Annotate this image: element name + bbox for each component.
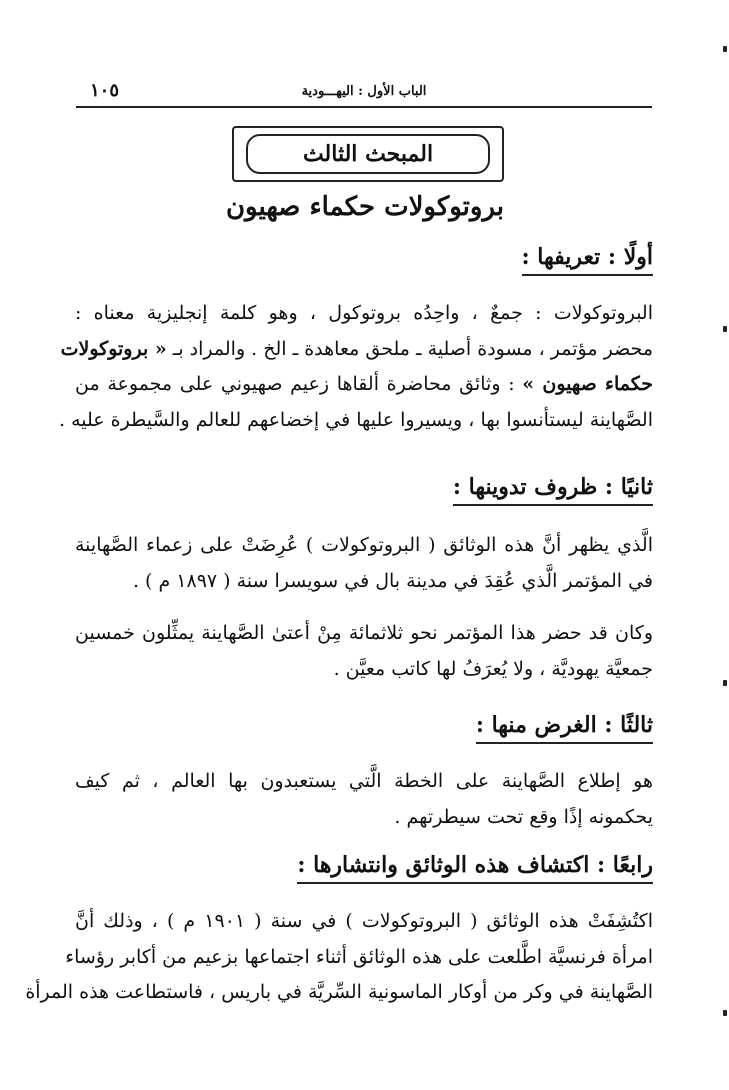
section-label: المبحث الثالث [246,134,490,174]
section-label-box [232,126,504,182]
emphasis-text: « بروتوكولات [60,337,167,360]
paragraph-line: محضر مؤتمر ، مسودة أصلية ـ ملحق معاهدة ـ الخ . والمراد بـ « بروتوكولات [60,337,653,360]
section-heading-1: أولًا : تعريفها : [522,244,653,276]
scan-mark [723,680,727,686]
paragraph-line: الصَّهاينة في وكر من أوكار الماسونية السِّريَّة في باريس ، فاستطاعت هذه المرأة [25,981,653,1003]
section-paragraph-3 [75,764,653,835]
scan-mark [723,46,727,52]
section-paragraph-2 [75,528,653,599]
scan-mark [723,326,727,332]
paragraph-line: الَّذي يظهر أنَّ هذه الوثائق ( البروتوكولات ) عُرِضَتْ على زعماء الصَّهاينة [75,534,653,556]
main-title: بروتوكولات حكماء صهيون [225,192,505,222]
section-paragraph-1 [59,296,653,438]
paragraph-line: البروتوكولات : جمعٌ ، واحِدُه بروتوكول ، وهو كلمة إنجليزية معناه : [75,302,653,324]
paragraph-line: اكتُشِفَتْ هذه الوثائق ( البروتوكولات ) في سنة ( ١٩٠١ م ) ، وذلك أنَّ [75,910,653,932]
section-heading-2: ثانيًا : ظروف تدوينها : [453,474,653,506]
paragraph-line: الصَّهاينة ليستأنسوا بها ، ويسيروا عليها في إخضاعهم للعالم والسَّيطرة عليه . [59,408,653,431]
scan-mark [723,1010,727,1016]
section-heading-4: رابعًا : اكتشاف هذه الوثائق وانتشارها : [297,852,653,884]
page-number: ١٠٥ [90,80,120,101]
section-paragraph-2b [75,616,653,687]
paragraph-line: يحكمونه إذًا وقع تحت سيطرتهم . [394,805,653,828]
paragraph-line: في المؤتمر الَّذي عُقِدَ في مدينة بال في سويسرا سنة ( ١٨٩٧ م ) . [132,569,653,592]
running-header [76,80,652,108]
section-heading-3: ثالثًا : الغرض منها : [476,712,653,744]
paragraph-line: وكان قد حضر هذا المؤتمر نحو ثلاثمائة مِنْ أعتىٰ الصَّهاينة يمثِّلون خمسين [75,622,653,644]
section-paragraph-4 [25,904,653,1011]
paragraph-line: هو إطلاع الصَّهاينة على الخطة الَّتي يستعبدون بها العالم ، ثم كيف [75,770,653,792]
running-title: الباب الأول : اليهـــودية [301,84,427,99]
paragraph-line: جمعيَّة يهوديَّة ، ولا يُعرَفُ لها كاتب معيَّن . [333,657,653,680]
paragraph-line: امرأة فرنسيَّة اطَّلعت على هذه الوثائق أثناء اجتماعها بزعيم من أكابر رؤساء [65,945,653,968]
emphasis-text: حكماء صهيون » [522,373,653,395]
paragraph-line: حكماء صهيون » : وثائق محاضرة ألقاها زعيم صهيوني على مجموعة من [75,373,653,395]
